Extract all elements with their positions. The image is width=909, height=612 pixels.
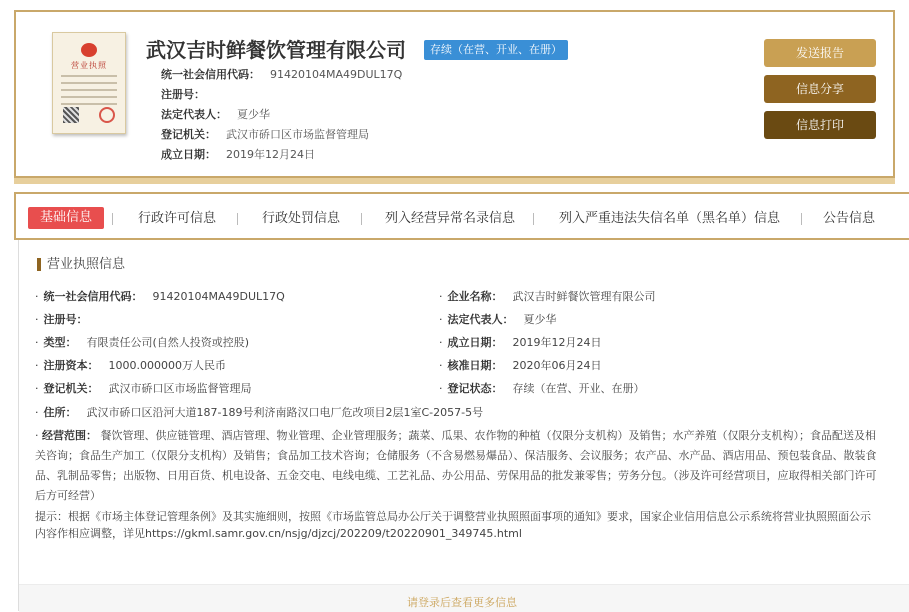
- login-more-link[interactable]: 请登录后查看更多信息: [407, 596, 517, 609]
- field-label: 成立日期：: [447, 336, 503, 349]
- field-address: · 住所： 武汉市硚口区沿河大道187-189号利济南路汉口电厂危改项目2层1室C-2057-5号: [35, 406, 484, 419]
- company-name-title: 武汉吉时鲜餐饮管理有限公司: [146, 38, 406, 62]
- field-type: · 类型： 有限责任公司(自然人投资或控股): [35, 336, 250, 349]
- header-authority-label: 登记机关：: [161, 128, 216, 141]
- header-credit-code-label: 统一社会信用代码：: [161, 68, 260, 81]
- tab-divider: [801, 213, 802, 225]
- send-report-button[interactable]: 发送报告: [764, 39, 876, 67]
- field-established: · 成立日期： 2019年12月24日: [439, 336, 602, 349]
- tab-admin-license[interactable]: 行政许可信息: [138, 211, 217, 226]
- field-approved: · 核准日期： 2020年06月24日: [439, 359, 602, 372]
- field-label: 类型：: [43, 336, 77, 349]
- info-tabs: [14, 192, 909, 240]
- field-label: 核准日期：: [447, 359, 503, 372]
- field-label: 统一社会信用代码：: [43, 290, 143, 303]
- notice-text: 提示：根据《市场主体登记管理条例》及其实施细则，按照《市场监管总局办公厅关于调整营业执照照面事项的通知》要求，国家企业信用信息公示系统将营业执照照面公示内容作相应调整，详见https://gkml.samr.gov.cn/nsjg/djzcj/202209/t20220901_349745.html: [35, 510, 871, 540]
- license-text-lines: [61, 75, 117, 110]
- field-label: 登记机关：: [43, 382, 99, 395]
- header-credit-code-row: [161, 66, 402, 82]
- section-title: 营业执照信息: [37, 258, 125, 271]
- field-authority: · 登记机关： 武汉市硚口区市场监督管理局: [35, 382, 252, 395]
- field-label: 住所：: [43, 406, 77, 419]
- national-emblem-icon: [81, 43, 97, 57]
- field-value: 2019年12月24日: [512, 336, 602, 349]
- field-value: 1000.000000万人民币: [108, 359, 226, 372]
- business-scope: · 经营范围： 餐饮管理、供应链管理、酒店管理、物业管理、企业管理服务；蔬菜、瓜果、农作物的种植（仅限分支机构）及销售；水产养殖（仅限分支机构）；食品配送及相关咨询；食品生产加工（仅限分支机构）及销售；食品加工技术咨询；仓储服务（不含易燃易爆品）、保洁服务、会议服务；农产品、水产品、酒店用品、预包装食品、散装食品、乳制品零售；出版物、日用百货、机电设备、五金交电、电线电缆、工艺礼品、办公用品、劳保用品的批发兼零售；劳务分包。（涉及许可经营项目，应取得相关部门许可后方可经营）: [35, 429, 877, 502]
- tab-admin-penalty[interactable]: 行政处罚信息: [262, 211, 341, 226]
- field-label: 企业名称：: [447, 290, 503, 303]
- field-value: 2020年06月24日: [512, 359, 602, 372]
- header-legal-rep-value: 夏少华: [237, 108, 270, 121]
- header-reg-no-row: [161, 86, 215, 102]
- tab-divider: [361, 213, 362, 225]
- print-info-button[interactable]: 信息打印: [764, 111, 876, 139]
- business-license-image[interactable]: [52, 32, 126, 134]
- field-value: 91420104MA49DUL17Q: [152, 290, 285, 303]
- field-value: 武汉市硚口区沿河大道187-189号利济南路汉口电厂危改项目2层1室C-2057-5号: [86, 406, 484, 419]
- tab-divider: [533, 213, 534, 225]
- business-scope-label: 经营范围：: [42, 429, 97, 442]
- field-value: 武汉市硚口区市场监督管理局: [108, 382, 252, 395]
- company-header-card: [14, 10, 895, 178]
- field-value: 夏少华: [523, 313, 557, 326]
- seal-icon: [99, 107, 115, 123]
- tab-blacklist[interactable]: 列入严重违法失信名单（黑名单）信息: [559, 211, 781, 226]
- field-legal-rep: · 法定代表人： 夏少华: [439, 313, 557, 326]
- header-authority-value: 武汉市硚口区市场监督管理局: [226, 128, 369, 141]
- tab-abnormal-list[interactable]: 列入经营异常名录信息: [385, 211, 516, 226]
- field-value: 存续（在营、开业、在册）: [512, 382, 645, 395]
- header-established-value: 2019年12月24日: [226, 148, 315, 161]
- header-legal-rep-label: 法定代表人：: [161, 108, 227, 121]
- header-legal-rep-row: [161, 106, 270, 122]
- field-reg-status: · 登记状态： 存续（在营、开业、在册）: [439, 382, 645, 395]
- header-established-row: [161, 146, 315, 162]
- header-credit-code-value: 91420104MA49DUL17Q: [270, 68, 403, 81]
- field-capital: · 注册资本： 1000.000000万人民币: [35, 359, 226, 372]
- header-established-label: 成立日期：: [161, 148, 216, 161]
- tab-divider: [237, 213, 238, 225]
- status-badge: 存续（在营、开业、在册）: [424, 40, 568, 60]
- header-reg-no-label: 注册号：: [161, 88, 205, 101]
- field-company-name: · 企业名称： 武汉吉时鲜餐饮管理有限公司: [439, 290, 656, 303]
- share-info-button[interactable]: 信息分享: [764, 75, 876, 103]
- field-label: 注册号：: [43, 313, 88, 326]
- header-authority-row: [161, 126, 369, 142]
- qr-code-icon: [63, 107, 79, 123]
- tab-divider: [112, 213, 113, 225]
- field-label: 登记状态：: [447, 382, 503, 395]
- business-scope-value: 餐饮管理、供应链管理、酒店管理、物业管理、企业管理服务；蔬菜、瓜果、农作物的种植（仅限分支机构）及销售；水产养殖（仅限分支机构）；食品配送及相关咨询；食品生产加工（仅限分支机构）及销售；食品加工技术咨询；仓储服务（不含易燃易爆品）、保洁服务、会议服务；农产品、水产品、酒店用品、预包装食品、散装食品、乳制品零售；出版物、日用百货、机电设备、五金交电、电线电缆、工艺礼品、办公用品、劳保用品的批发兼零售；劳务分包。（涉及许可经营项目，应取得相关部门许可后方可经营）: [35, 429, 877, 502]
- basic-info-panel: [18, 240, 909, 611]
- license-image-title: 营业执照: [71, 61, 107, 70]
- field-label: 法定代表人：: [447, 313, 514, 326]
- field-label: 注册资本：: [43, 359, 99, 372]
- field-value: 有限责任公司(自然人投资或控股): [86, 336, 250, 349]
- field-reg-no: · 注册号：: [35, 313, 88, 326]
- field-credit-code: · 统一社会信用代码： 91420104MA49DUL17Q: [35, 290, 285, 303]
- field-value: 武汉吉时鲜餐饮管理有限公司: [512, 290, 656, 303]
- tab-announcements[interactable]: 公告信息: [823, 211, 876, 226]
- tab-basic-info[interactable]: 基础信息: [28, 207, 104, 229]
